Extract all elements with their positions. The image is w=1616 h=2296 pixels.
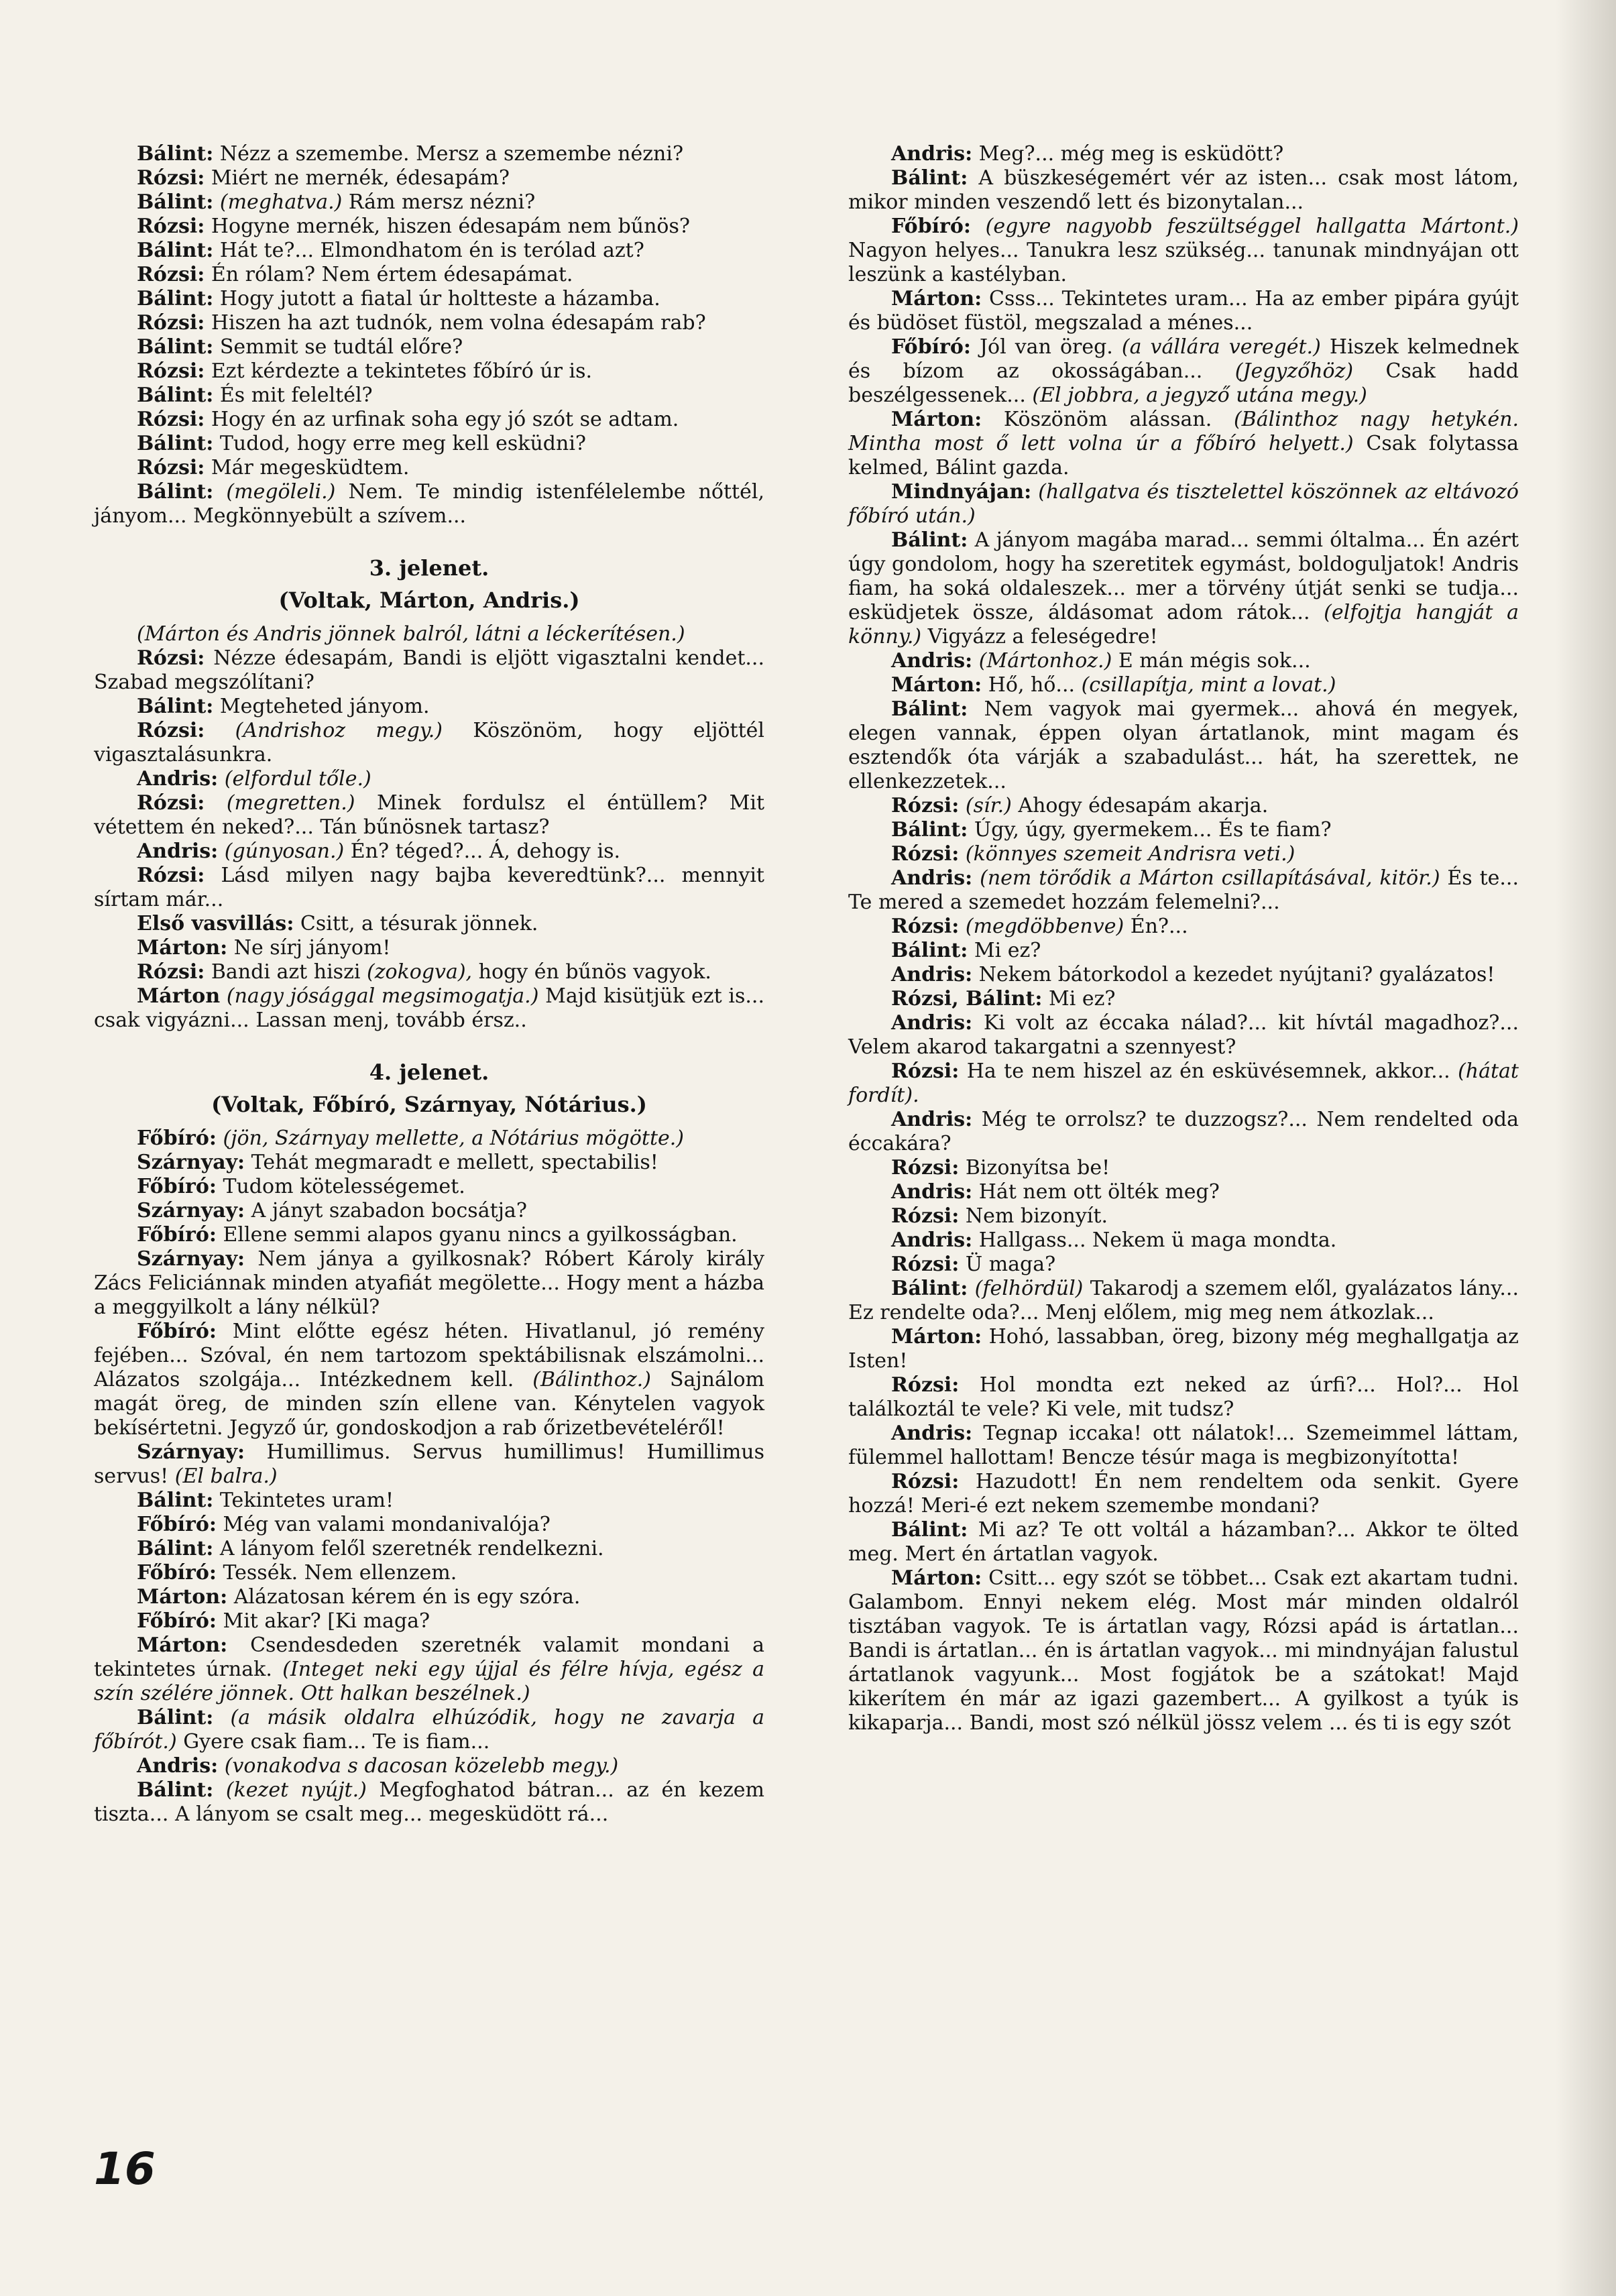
- speaker-name: Főbíró:: [137, 1127, 217, 1150]
- speaker-name: Rózsi:: [137, 719, 205, 742]
- dialogue-text: Nem vagyok mai gyermek... ahová én megyek, elegen vannak, éppen olyan ártatlanok, mint magam és esztendők óta várják a szabadulást... hát, ha szerettek, ne ellenkezzetek...: [848, 697, 1519, 793]
- speaker-name: Bálint:: [891, 166, 968, 190]
- dialogue-text: Ellene semmi alapos gyanu nincs a gyilkosságban.: [216, 1223, 738, 1247]
- page-number: 16: [94, 2143, 156, 2195]
- speaker-name: Rózsi:: [891, 915, 960, 938]
- dialogue-text: Nem bizonyít.: [959, 1204, 1108, 1228]
- dialogue-line: [94, 215, 764, 239]
- speaker-name: Bálint:: [137, 287, 214, 310]
- dialogue-text: [972, 649, 979, 673]
- speaker-name: Rózsi:: [891, 1059, 960, 1083]
- dialogue-line: [94, 840, 764, 864]
- dialogue-line: [94, 456, 764, 480]
- dialogue-line: [94, 480, 764, 528]
- speaker-name: Bálint:: [137, 384, 214, 407]
- dialogue-line: [848, 215, 1519, 287]
- dialogue-line: [848, 939, 1519, 963]
- scene-heading: 3. jelenet.: [369, 555, 489, 581]
- speaker-name: Főbíró:: [137, 1561, 217, 1585]
- dialogue-line: [848, 1011, 1519, 1059]
- stage-direction: (csillapítja, mint a lovat.): [1081, 673, 1336, 697]
- speaker-name: Bálint:: [137, 190, 214, 214]
- dialogue-text: Tudom kötelességemet.: [216, 1175, 465, 1198]
- dialogue-line: [848, 842, 1519, 866]
- dialogue-line: [94, 936, 764, 960]
- dialogue-text: Mi ez?: [968, 939, 1041, 962]
- speaker-name: Andris:: [891, 1011, 973, 1035]
- dialogue-text: Én rólam? Nem értem édesapámat.: [205, 263, 573, 286]
- dialogue-line: [848, 1108, 1519, 1156]
- dialogue-line: [94, 791, 764, 840]
- speaker-name: Főbíró:: [137, 1175, 217, 1198]
- dialogue-line: [94, 646, 764, 695]
- dialogue-text: Mi ez?: [1042, 987, 1116, 1011]
- dialogue-line: [94, 1609, 764, 1633]
- dialogue-line: [848, 866, 1519, 915]
- speaker-name: Márton:: [137, 1633, 228, 1657]
- dialogue-line: [94, 1151, 764, 1175]
- speaker-name: Rózsi, Bálint:: [891, 987, 1043, 1011]
- speaker-name: Bálint:: [137, 1489, 214, 1512]
- dialogue-text: Nem jánya a gyilkosnak? Róbert Károly király Zács Feliciánnak minden atyafiát megölette... Hogy ment a házba a meggyilkolt a lány nélkül?: [94, 1247, 764, 1319]
- speaker-name: Andris:: [137, 840, 219, 863]
- dialogue-line: [848, 1566, 1519, 1735]
- dialogue-text: Meg?... még meg is esküdött?: [972, 142, 1284, 166]
- dialogue-text: Majd kisütjük ezt is... csak vigyázni... Lassan menj, tovább érsz..: [94, 984, 764, 1032]
- dialogue-line: [848, 528, 1519, 649]
- speaker-name: Andris:: [891, 1228, 973, 1252]
- dialogue-text: Hohó, lassabban, öreg, bizony még meghallgatja az Isten!: [848, 1325, 1519, 1373]
- dialogue-text: Csitt, a tésurak jönnek.: [294, 912, 538, 935]
- speaker-name: Márton:: [137, 1585, 228, 1609]
- stage-direction: (megdöbbenve): [965, 915, 1124, 938]
- stage-direction: (a másik oldalra elhúzódik, hogy ne zavarja a főbírót.): [94, 1706, 764, 1754]
- speaker-name: Szárnyay:: [137, 1440, 245, 1464]
- speaker-name: Rózsi:: [137, 864, 205, 887]
- dialogue-text: Semmit se tudtál előre?: [213, 335, 463, 359]
- speaker-name: Bálint:: [891, 818, 968, 842]
- dialogue-text: Sajnálom magát öreg, de minden szín ellene van. Kénytelen vagyok bekísértetni. Jegyző úr, gondoskodjon a rab őrizetbevételéről!: [94, 1368, 764, 1440]
- dialogue-line: [848, 335, 1519, 408]
- speaker-name: Andris:: [891, 142, 973, 166]
- speaker-name: Bálint:: [891, 697, 968, 721]
- dialogue-line: [94, 1513, 764, 1537]
- dialogue-line: [848, 142, 1519, 166]
- dialogue-text: Rám mersz nézni?: [342, 190, 536, 214]
- dialogue-text: Még te orrolsz? te duzzogsz?... Nem rendelted oda éccakára?: [848, 1108, 1519, 1155]
- stage-direction: (Mártonhoz.): [978, 649, 1112, 673]
- speaker-name: Mindnyájan:: [891, 480, 1032, 504]
- speaker-name: Főbíró:: [137, 1223, 217, 1247]
- dialogue-text: Hiszen ha azt tudnók, nem volna édesapám rab?: [205, 311, 706, 335]
- stage-direction: (nem törődik a Márton csillapításával, kitör.): [980, 866, 1440, 890]
- dialogue-text: Tekintetes uram!: [213, 1489, 394, 1512]
- dialogue-text: Csss... Tekintetes uram... Ha az ember pipára gyújt és büdöset füstöl, megszalad a ménes...: [848, 287, 1519, 335]
- dialogue-line: [94, 142, 764, 166]
- speaker-name: Andris:: [891, 1108, 973, 1131]
- speaker-name: Rózsi:: [137, 646, 205, 670]
- dialogue-text: A jányt szabadon bocsátja?: [245, 1199, 527, 1222]
- dialogue-text: Tehát megmaradt e mellett, spectabilis!: [245, 1151, 658, 1174]
- dialogue-line: [94, 912, 764, 936]
- speaker-name: Bálint:: [137, 1778, 214, 1802]
- dialogue-text: Mint előtte egész héten. Hivatlanul, jó remény fejében... Szóval, én nem tartozom spektábilisnak elszámolni... Alázatos szolgája... Intézkednem kell.: [94, 1320, 764, 1391]
- speaker-name: Márton:: [891, 408, 982, 431]
- dialogue-line: [848, 697, 1519, 794]
- stage-direction: (hallgatva és tisztelettel köszönnek az eltávozó főbíró után.): [848, 480, 1519, 528]
- speaker-name: Rózsi:: [137, 215, 205, 238]
- stage-direction: (Integet neki egy újjal és félre hívja, egész a szín szélére jönnek. Ott halkan beszélnek.): [94, 1658, 765, 1705]
- dialogue-text: [213, 480, 226, 504]
- speaker-name: Andris:: [891, 866, 973, 890]
- dialogue-text: Tessék. Nem ellenzem.: [216, 1561, 457, 1585]
- dialogue-text: Nagyon helyes... Tanukra lesz szükség... tanunak mindnyájan ott leszünk a kastélyban.: [848, 239, 1519, 286]
- dialogue-text: Nekem bátorkodol a kezedet nyújtani? gyalázatos!: [972, 963, 1495, 986]
- stage-direction: (felhördül): [974, 1277, 1084, 1300]
- dialogue-line: [94, 190, 764, 215]
- dialogue-text: Hogy jutott a fiatal úr holtteste a házamba.: [213, 287, 660, 310]
- dialogue-line: [94, 719, 764, 767]
- dialogue-text: [205, 719, 235, 742]
- stage-direction: (vonakodva s dacosan közelebb megy.): [224, 1754, 619, 1778]
- speaker-name: Bálint:: [137, 695, 214, 718]
- dialogue-text: [213, 190, 220, 214]
- dialogue-text: [205, 791, 227, 815]
- dialogue-line: [848, 673, 1519, 697]
- stage-direction: (Bálinthoz.): [532, 1368, 651, 1391]
- scene-cast: (Voltak, Főbíró, Szárnyay, Nótárius.): [211, 1092, 647, 1117]
- speaker-name: Bálint:: [137, 1537, 214, 1560]
- stage-direction: (könnyes szemeit Andrisra veti.): [965, 842, 1295, 866]
- speaker-name: Andris:: [891, 1422, 973, 1445]
- dialogue-line: [848, 987, 1519, 1011]
- speaker-name: Márton:: [891, 673, 982, 697]
- dialogue-text: [968, 1277, 974, 1300]
- dialogue-line: [94, 695, 764, 719]
- dialogue-text: Nézz a szemembe. Mersz a szemembe nézni?: [213, 142, 684, 166]
- stage-direction: (egyre nagyobb feszültséggel hallgatta Mártont.): [985, 215, 1519, 238]
- dialogue-line: [94, 1175, 764, 1199]
- dialogue-line: [94, 287, 764, 311]
- stage-direction: (meghatva.): [219, 190, 343, 214]
- dialogue-text: Megfoghatod bátran... az én kezem tiszta... A lányom se csalt meg... megesküdött rá...: [94, 1778, 765, 1826]
- dialogue-text: [972, 866, 980, 890]
- dialogue-line: [94, 1585, 764, 1609]
- dialogue-line: [94, 335, 764, 359]
- dialogue-text: A lányom felől szeretnék rendelkezni.: [213, 1537, 604, 1560]
- speaker-name: Főbíró:: [137, 1513, 217, 1536]
- dialogue-text: És te... Te mered a szemedet hozzám felemelni?...: [848, 866, 1519, 914]
- dialogue-line: [848, 1373, 1519, 1422]
- dialogue-text: Csitt... egy szót se többet... Csak ezt akartam tudni. Galambom. Ennyi nekem elég. Most már minden oldalról tisztában vagyok. Te is ártatlan vagy, Rózsi apád is ártatlan... Bandi is ártatlan... én is ártatlan vagyok... mi mindnyájan falustul ártatlanok vagyunk... Most fogjátok be a szátokat! Majd kikerítem én már az igazi gazembert... A gyilkost a tyúk is kikaparja... Bandi, most szó nélkül jössz velem ... és ti is egy szót: [848, 1566, 1519, 1735]
- dialogue-text: Csak folytassa kelmed, Bálint gazda.: [848, 432, 1519, 479]
- dialogue-line: [848, 1253, 1519, 1277]
- speaker-name: Szárnyay:: [137, 1151, 245, 1174]
- dialogue-text: Mi az? Te ott voltál a házamban?... Akkor te ölted meg. Mert én ártatlan vagyok.: [848, 1518, 1519, 1566]
- dialogue-text: [213, 1706, 230, 1729]
- dialogue-text: Csak hadd beszélgessenek...: [848, 359, 1519, 407]
- speaker-name: Andris:: [137, 767, 219, 791]
- dialogue-text: Hallgass... Nekem ü maga mondta.: [972, 1228, 1337, 1252]
- speaker-name: Andris:: [891, 1180, 973, 1204]
- speaker-name: Márton:: [891, 1325, 982, 1348]
- speaker-name: Rózsi:: [137, 311, 205, 335]
- dialogue-text: Lásd milyen nagy bajba keveredtünk?... mennyit sírtam már...: [94, 864, 764, 911]
- speaker-name: Rózsi:: [137, 166, 205, 190]
- dialogue-text: Csendesdeden szeretnék valamit mondani a tekintetes úrnak.: [94, 1633, 764, 1681]
- speaker-name: Bálint:: [137, 432, 214, 455]
- speaker-name: Márton:: [891, 287, 982, 310]
- speaker-name: Rózsi:: [891, 1470, 960, 1493]
- dialogue-text: Mit akar? [Ki maga?: [216, 1609, 430, 1633]
- dialogue-text: Köszönöm, hogy eljöttél vigasztalásunkra.: [94, 719, 764, 766]
- dialogue-line: [848, 1422, 1519, 1470]
- dialogue-line: [94, 1127, 764, 1151]
- speaker-name: Főbíró:: [891, 335, 971, 359]
- dialogue-line: [94, 1633, 764, 1706]
- dialogue-line: [94, 1320, 764, 1440]
- dialogue-text: [959, 842, 966, 866]
- dialogue-text: [218, 840, 225, 863]
- speaker-name: Rózsi:: [137, 791, 205, 815]
- dialogue-line: [94, 622, 764, 646]
- dialogue-text: A jányom magába marad... semmi óltalma... Én azért úgy gondolom, hogy ha szeretitek egymást, boldoguljatok! Andris fiam, ha soká oldaleszek... mer a törvény útját senki se tudja... esküdjetek össze, áldásomat adom rátok...: [848, 528, 1519, 624]
- dialogue-line: [848, 1228, 1519, 1253]
- dialogue-text: Ü maga?: [959, 1253, 1056, 1276]
- dialogue-text: Ezt kérdezte a tekintetes főbíró úr is.: [205, 359, 593, 383]
- speaker-name: Rózsi:: [891, 1204, 960, 1228]
- dialogue-text: [1031, 480, 1038, 504]
- dialogue-text: [218, 767, 225, 791]
- dialogue-text: [218, 1754, 225, 1778]
- dialogue-text: Bandi azt hiszi: [205, 960, 367, 984]
- dialogue-text: Úgy, úgy, gyermekem... És te fiam?: [968, 818, 1332, 842]
- stage-direction: (hátat fordít).: [848, 1059, 1519, 1107]
- scene-heading: 4. jelenet.: [369, 1059, 489, 1085]
- dialogue-text: [959, 794, 966, 817]
- stage-direction: (zokogva),: [367, 960, 473, 984]
- dialogue-text: És mit feleltél?: [213, 384, 373, 407]
- dialogue-line: [94, 311, 764, 335]
- dialogue-line: [94, 1223, 764, 1247]
- dialogue-line: [848, 408, 1519, 480]
- scene-cast: (Voltak, Márton, Andris.): [278, 587, 580, 613]
- dialogue-text: Vigyázz a feleségedre!: [921, 625, 1158, 648]
- speaker-name: Szárnyay:: [137, 1247, 245, 1271]
- dialogue-text: Én? téged?... Á, dehogy is.: [344, 840, 621, 863]
- stage-direction: (Jegyzőhöz): [1234, 359, 1354, 383]
- dialogue-line: [848, 1518, 1519, 1566]
- dialogue-text: Hol mondta ezt neked az úrfi?... Hol?... Hol találkoztál te vele? Ki vele, mit tudsz?: [848, 1373, 1519, 1421]
- dialogue-text: Hazudott! Én nem rendeltem oda senkit. Gyere hozzá! Meri-é ezt nekem szemembe mondani?: [848, 1470, 1519, 1517]
- dialogue-text: Tudod, hogy erre meg kell esküdni?: [213, 432, 587, 455]
- dialogue-text: E mán mégis sok...: [1112, 649, 1311, 673]
- speaker-name: Bálint:: [891, 939, 968, 962]
- speaker-name: Szárnyay:: [137, 1199, 245, 1222]
- speaker-name: Márton: [137, 984, 221, 1008]
- page-edge-shadow: [1556, 0, 1616, 2296]
- dialogue-text: Megteheted jányom.: [213, 695, 430, 718]
- stage-direction: (jön, Szárnyay mellette, a Nótárius mögötte.): [223, 1127, 684, 1150]
- speaker-name: Márton:: [137, 936, 228, 960]
- dialogue-line: [848, 1204, 1519, 1228]
- dialogue-line: [94, 408, 764, 432]
- speaker-name: Andris:: [891, 649, 973, 673]
- dialogue-line: [94, 1489, 764, 1513]
- speaker-name: Andris:: [137, 1754, 219, 1778]
- dialogue-line: [94, 166, 764, 190]
- dialogue-text: Minek fordulsz el éntüllem? Mit vétettem én neked?... Tán bűnösnek tartasz?: [94, 791, 764, 839]
- dialogue-line: [94, 384, 764, 408]
- dialogue-text: [971, 215, 986, 238]
- dialogue-line: [94, 1754, 764, 1778]
- speaker-name: Rózsi:: [137, 359, 205, 383]
- right-column: [848, 142, 1519, 1735]
- dialogue-text: Gyere csak fiam... Te is fiam...: [176, 1730, 490, 1754]
- stage-direction: (nagy jósággal megsimogatja.): [226, 984, 539, 1008]
- stage-direction: (elfordul tőle.): [224, 767, 371, 791]
- dialogue-text: Humillimus. Servus humillimus! Humillimus servus!: [94, 1440, 764, 1488]
- dialogue-text: Ha te nem hiszel az én esküvésemnek, akkor...: [959, 1059, 1458, 1083]
- speaker-name: Bálint:: [891, 1518, 968, 1542]
- left-column: [94, 142, 764, 1827]
- dialogue-line: [94, 1561, 764, 1585]
- speaker-name: Bálint:: [137, 239, 214, 262]
- dialogue-line: [848, 166, 1519, 215]
- dialogue-line: [848, 1156, 1519, 1180]
- dialogue-line: [848, 1277, 1519, 1325]
- dialogue-line: [848, 818, 1519, 842]
- dialogue-text: Hát nem ott ölték meg?: [972, 1180, 1220, 1204]
- stage-direction: (kezet nyújt.): [225, 1778, 367, 1802]
- speaker-name: Rózsi:: [137, 960, 205, 984]
- dialogue-line: [94, 1199, 764, 1223]
- speaker-name: Bálint:: [891, 1277, 968, 1300]
- dialogue-line: [848, 1470, 1519, 1518]
- dialogue-line: [848, 649, 1519, 673]
- dialogue-line: [848, 1325, 1519, 1373]
- dialogue-text: Hogyne mernék, hiszen édesapám nem bűnös?: [205, 215, 690, 238]
- stage-direction: (megöleli.): [226, 480, 336, 504]
- speaker-name: Rózsi:: [137, 263, 205, 286]
- stage-direction: (Bálinthoz nagy hetykén. Mintha most ő lett volna úr a főbíró helyett.): [848, 408, 1519, 455]
- dialogue-line: [94, 960, 764, 984]
- dialogue-text: hogy én bűnös vagyok.: [472, 960, 711, 984]
- speaker-name: Andris:: [891, 963, 973, 986]
- dialogue-line: [94, 359, 764, 384]
- dialogue-text: Bizonyítsa be!: [959, 1156, 1110, 1180]
- dialogue-text: Alázatosan kérem én is egy szóra.: [227, 1585, 581, 1609]
- dialogue-text: Nem. Te mindig istenfélelembe nőttél, jányom... Megkönnyebült a szívem...: [94, 480, 764, 528]
- dialogue-line: [848, 1180, 1519, 1204]
- dialogue-line: [848, 480, 1519, 528]
- dialogue-text: Hát te?... Elmondhatom én is terólad azt?: [213, 239, 644, 262]
- dialogue-text: Tegnap iccaka! ott nálatok!... Szemeimmel láttam, fülemmel hallottam! Bencze tésúr maga is megbizonyította!: [848, 1422, 1519, 1469]
- stage-direction: (El jobbra, a jegyző utána megy.): [1032, 384, 1367, 407]
- dialogue-line: [848, 794, 1519, 818]
- dialogue-text: Én?...: [1124, 915, 1188, 938]
- speaker-name: Főbíró:: [137, 1609, 217, 1633]
- dialogue-line: [94, 1778, 764, 1827]
- dialogue-line: [848, 915, 1519, 939]
- dialogue-text: Ki volt az éccaka nálad?... kit hívtál magadhoz?... Velem akarod takargatni a szennyest?: [848, 1011, 1519, 1059]
- dialogue-line: [94, 1537, 764, 1561]
- dialogue-text: [220, 984, 227, 1008]
- dialogue-text: Miért ne mernék, édesapám?: [205, 166, 510, 190]
- speaker-name: Rózsi:: [137, 408, 205, 431]
- dialogue-line: [848, 1059, 1519, 1108]
- dialogue-text: Még van valami mondanivalója?: [216, 1513, 551, 1536]
- speaker-name: Első vasvillás:: [137, 912, 294, 935]
- stage-direction: (sír.): [965, 794, 1012, 817]
- speaker-name: Bálint:: [137, 1706, 214, 1729]
- dialogue-line: [94, 432, 764, 456]
- dialogue-line: [94, 263, 764, 287]
- speaker-name: Bálint:: [137, 142, 214, 166]
- dialogue-line: [94, 1706, 764, 1754]
- dialogue-text: Ahogy édesapám akarja.: [1011, 794, 1269, 817]
- stage-direction: (elfojtja hangját a könny.): [848, 601, 1519, 648]
- speaker-name: Rózsi:: [891, 842, 960, 866]
- dialogue-text: Már megesküdtem.: [205, 456, 410, 479]
- dialogue-text: Hő, hő...: [982, 673, 1082, 697]
- speaker-name: Rózsi:: [891, 1373, 960, 1397]
- speaker-name: Bálint:: [137, 480, 214, 504]
- dialogue-text: [959, 915, 966, 938]
- dialogue-line: [94, 1247, 764, 1320]
- speaker-name: Rózsi:: [891, 1156, 960, 1180]
- speaker-name: Rózsi:: [891, 1253, 960, 1276]
- dialogue-text: A büszkeségemért vér az isten... csak most látom, mikor minden veszendő lett és bizonytalan...: [848, 166, 1519, 214]
- speaker-name: Bálint:: [137, 335, 214, 359]
- dialogue-text: Takarodj a szemem elől, gyalázatos lány... Ez rendelte oda?... Menj előlem, mig meg nem átkozlak...: [848, 1277, 1519, 1324]
- speaker-name: Márton:: [891, 1566, 982, 1590]
- speaker-name: Főbíró:: [137, 1320, 217, 1343]
- stage-direction: (Márton és Andris jönnek balról, látni a léckerítésen.): [137, 622, 685, 646]
- dialogue-text: Ne sírj jányom!: [227, 936, 391, 960]
- dialogue-text: Jól van öreg.: [970, 335, 1122, 359]
- speaker-name: Főbíró:: [891, 215, 971, 238]
- dialogue-line: [94, 864, 764, 912]
- dialogue-text: Nézze édesapám, Bandi is eljött vigasztalni kendet... Szabad megszólítani?: [94, 646, 764, 694]
- speaker-name: Rózsi:: [137, 456, 205, 479]
- dialogue-line: [94, 767, 764, 791]
- stage-direction: (gúnyosan.): [224, 840, 345, 863]
- dialogue-line: [94, 1440, 764, 1489]
- dialogue-text: Köszönöm alássan.: [982, 408, 1234, 431]
- dialogue-text: Hiszek kelmednek és bízom az okosságában...: [848, 335, 1519, 383]
- speaker-name: Rózsi:: [891, 794, 960, 817]
- stage-direction: (a vállára veregét.): [1121, 335, 1321, 359]
- dialogue-line: [848, 963, 1519, 987]
- dialogue-text: [213, 1778, 226, 1802]
- dialogue-line: [848, 287, 1519, 335]
- dialogue-line: [94, 984, 764, 1033]
- stage-direction: (megretten.): [226, 791, 355, 815]
- dialogue-line: [94, 239, 764, 263]
- stage-direction: (Andrishoz megy.): [235, 719, 443, 742]
- speaker-name: Bálint:: [891, 528, 968, 552]
- dialogue-text: Hogy én az urfinak soha egy jó szót se adtam.: [205, 408, 679, 431]
- stage-direction: (El balra.): [174, 1465, 278, 1488]
